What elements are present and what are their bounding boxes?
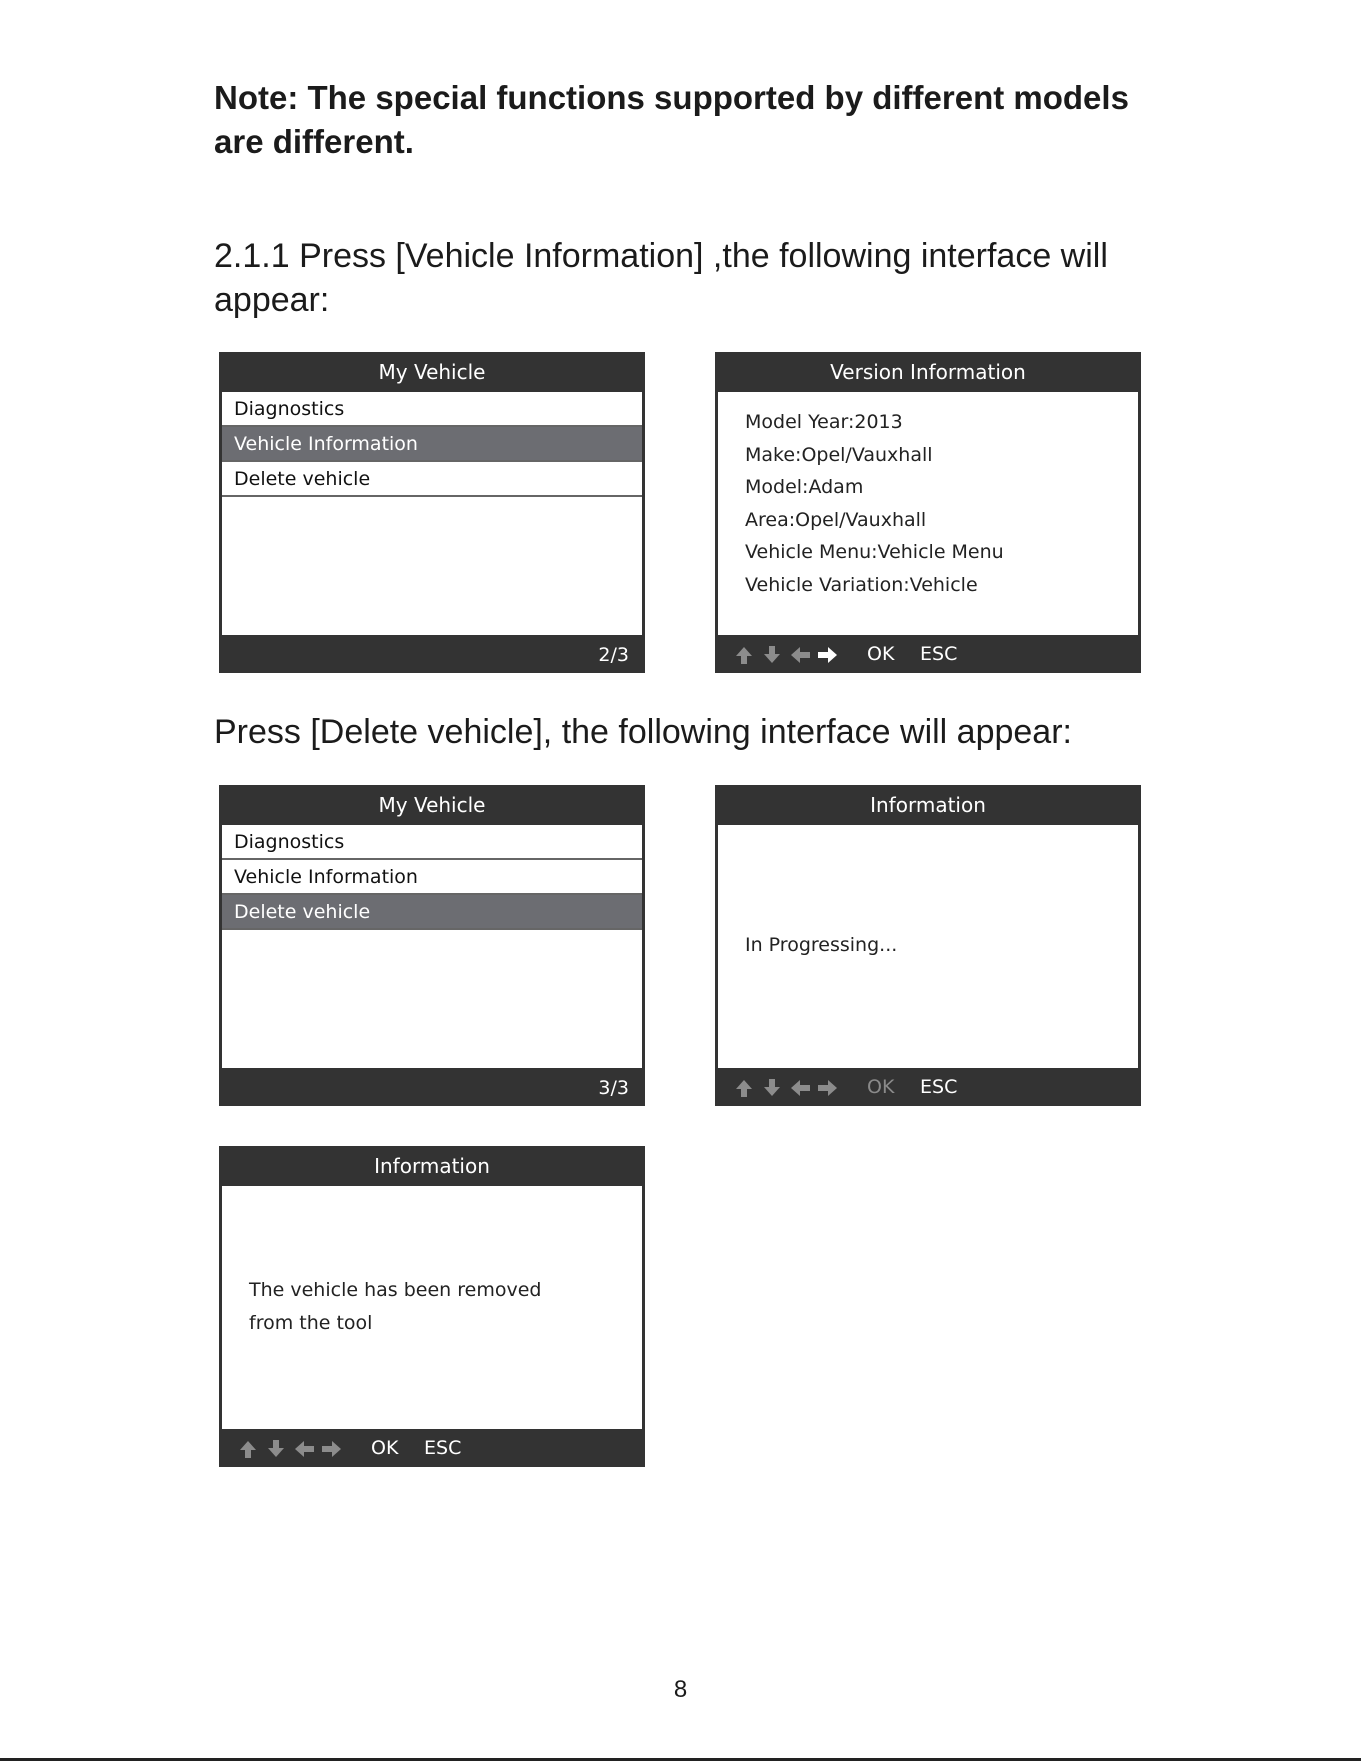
menu-item-delete-vehicle[interactable]: Delete vehicle	[222, 895, 642, 930]
model-year-text: Model Year:2013	[745, 411, 903, 433]
screen-footer	[219, 1429, 645, 1467]
arrow-right-icon[interactable]	[817, 645, 839, 665]
screen-footer	[715, 1068, 1141, 1106]
menu-item-delete-vehicle[interactable]: Delete vehicle	[222, 462, 642, 497]
menu-list	[222, 392, 642, 635]
esc-button[interactable]: ESC	[424, 1437, 462, 1459]
screen-title: Version Information	[830, 360, 1026, 384]
page-number: 8	[673, 1676, 688, 1703]
arrow-left-icon[interactable]	[789, 1078, 811, 1098]
model-text: Model:Adam	[745, 476, 864, 498]
menu-item-vehicle-information[interactable]: Vehicle Information	[222, 427, 642, 462]
info-panel	[718, 392, 1138, 635]
info-panel	[222, 1186, 642, 1429]
screen-title: Information	[374, 1154, 490, 1178]
menu-item-diagnostics[interactable]: Diagnostics	[222, 825, 642, 860]
esc-button[interactable]: ESC	[920, 1076, 958, 1098]
removed-message-line-1: The vehicle has been removed	[249, 1279, 542, 1301]
esc-button[interactable]: ESC	[920, 643, 958, 665]
note-text: Note: The special functions supported by different models are different.	[214, 79, 1129, 160]
arrow-up-icon[interactable]	[733, 1078, 755, 1098]
screen-my-vehicle-2	[219, 785, 645, 1106]
page-counter: 2/3	[598, 644, 629, 666]
progress-message: In Progressing...	[745, 934, 898, 956]
removed-message-line-2: from the tool	[249, 1311, 373, 1334]
page-counter: 3/3	[598, 1077, 629, 1099]
arrow-right-icon[interactable]	[817, 1078, 839, 1098]
screen-title: Information	[870, 793, 986, 817]
screen-footer	[219, 635, 645, 673]
arrow-right-icon[interactable]	[321, 1439, 343, 1459]
nav-arrows	[237, 1439, 343, 1459]
screen-footer	[715, 635, 1141, 673]
nav-arrows	[733, 1078, 839, 1098]
screen-footer	[219, 1068, 645, 1106]
screen-title: My Vehicle	[378, 793, 486, 817]
section-heading: 2.1.1 Press [Vehicle Information] ,the following interface will appear:	[214, 237, 1108, 319]
menu-item-vehicle-information[interactable]: Vehicle Information	[222, 860, 642, 895]
arrow-up-icon[interactable]	[237, 1439, 259, 1459]
nav-arrows	[733, 645, 839, 665]
vehicle-menu-text: Vehicle Menu:Vehicle Menu	[745, 541, 1004, 563]
arrow-left-icon[interactable]	[293, 1439, 315, 1459]
vehicle-variation-text: Vehicle Variation:Vehicle	[745, 573, 978, 596]
screen-version-information	[715, 352, 1141, 673]
menu-list	[222, 825, 642, 1068]
ok-button[interactable]: OK	[371, 1437, 399, 1459]
ok-button[interactable]: OK	[867, 643, 895, 665]
make-text: Make:Opel/Vauxhall	[745, 443, 933, 466]
screen-my-vehicle-1	[219, 352, 645, 673]
screen-information-removed	[219, 1146, 645, 1467]
ok-button[interactable]: OK	[867, 1076, 895, 1098]
arrow-up-icon[interactable]	[733, 645, 755, 665]
screen-information-progress	[715, 785, 1141, 1106]
info-panel	[718, 825, 1138, 1068]
section-heading-2: Press [Delete vehicle], the following interface will appear:	[214, 713, 1072, 751]
arrow-down-icon[interactable]	[265, 1439, 287, 1459]
arrow-down-icon[interactable]	[761, 645, 783, 665]
arrow-down-icon[interactable]	[761, 1078, 783, 1098]
area-text: Area:Opel/Vauxhall	[745, 508, 927, 531]
arrow-left-icon[interactable]	[789, 645, 811, 665]
menu-item-diagnostics[interactable]: Diagnostics	[222, 392, 642, 427]
screen-title: My Vehicle	[378, 360, 486, 384]
